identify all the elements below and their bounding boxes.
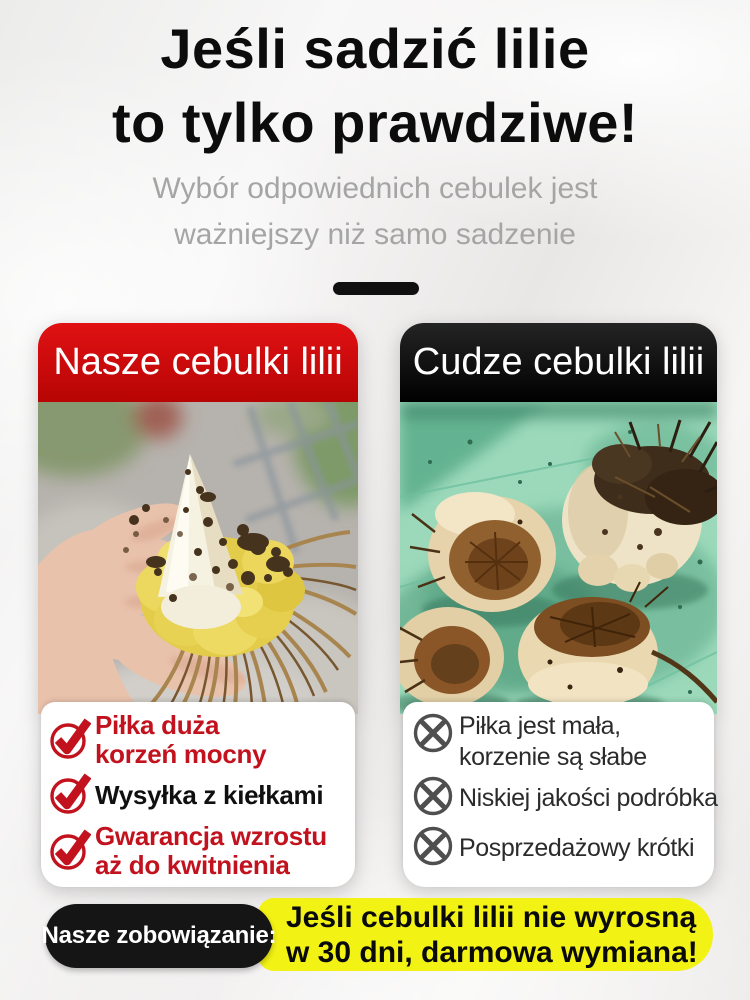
subtitle-line-1: Wybór odpowiednich cebulek jest (152, 172, 598, 205)
drawback-item (411, 711, 712, 773)
benefit-text: Piłka duża korzeń mocny (95, 710, 267, 769)
guarantee-line-1: Jeśli cebulki lilii nie wyrosną (286, 901, 697, 934)
benefit-item (49, 822, 353, 880)
benefits-panel (41, 702, 355, 887)
subtitle-line-2: ważniejszy niż samo sadzenie (174, 218, 576, 251)
our-bulb-photo (38, 402, 358, 714)
benefit-text: Wysyłka z kiełkami (95, 780, 324, 810)
commitment-badge: Nasze zobowiązanie: (45, 904, 273, 968)
drawbacks-panel (403, 702, 718, 887)
check-icon (49, 715, 91, 766)
drawback-item (411, 824, 712, 873)
benefit-item (49, 711, 353, 769)
drawback-text: Piłka jest mała, korzenie są słabe (459, 712, 647, 771)
x-icon (411, 774, 455, 823)
check-icon (49, 770, 91, 821)
our-bulbs-card (38, 323, 358, 880)
page-title (0, 12, 750, 160)
x-icon (411, 711, 455, 760)
our-bulbs-header: Nasze cebulki lilii (38, 323, 358, 402)
competitor-bulb-photo (400, 402, 717, 714)
guarantee-line-2: w 30 dni, darmowa wymiana! (286, 936, 698, 969)
title-line-1: Jeśli sadzić lilie (160, 17, 590, 80)
benefit-text: Gwarancja wzrostu aż do kwitnienia (95, 821, 327, 880)
divider-bar (333, 282, 419, 295)
x-icon (411, 824, 455, 873)
competitor-bulbs-header: Cudze cebulki lilii (400, 323, 717, 402)
competitor-bulbs-card (400, 323, 717, 875)
drawback-item (411, 774, 718, 823)
drawback-text: Niskiej jakości podróbka (459, 784, 718, 812)
check-icon (49, 826, 91, 877)
title-line-2: to tylko prawdziwe! (112, 91, 638, 154)
page-subtitle (0, 166, 750, 258)
benefit-item (49, 770, 353, 821)
drawback-text: Posprzedażowy krótki (459, 834, 695, 862)
guarantee-highlight (258, 898, 713, 971)
